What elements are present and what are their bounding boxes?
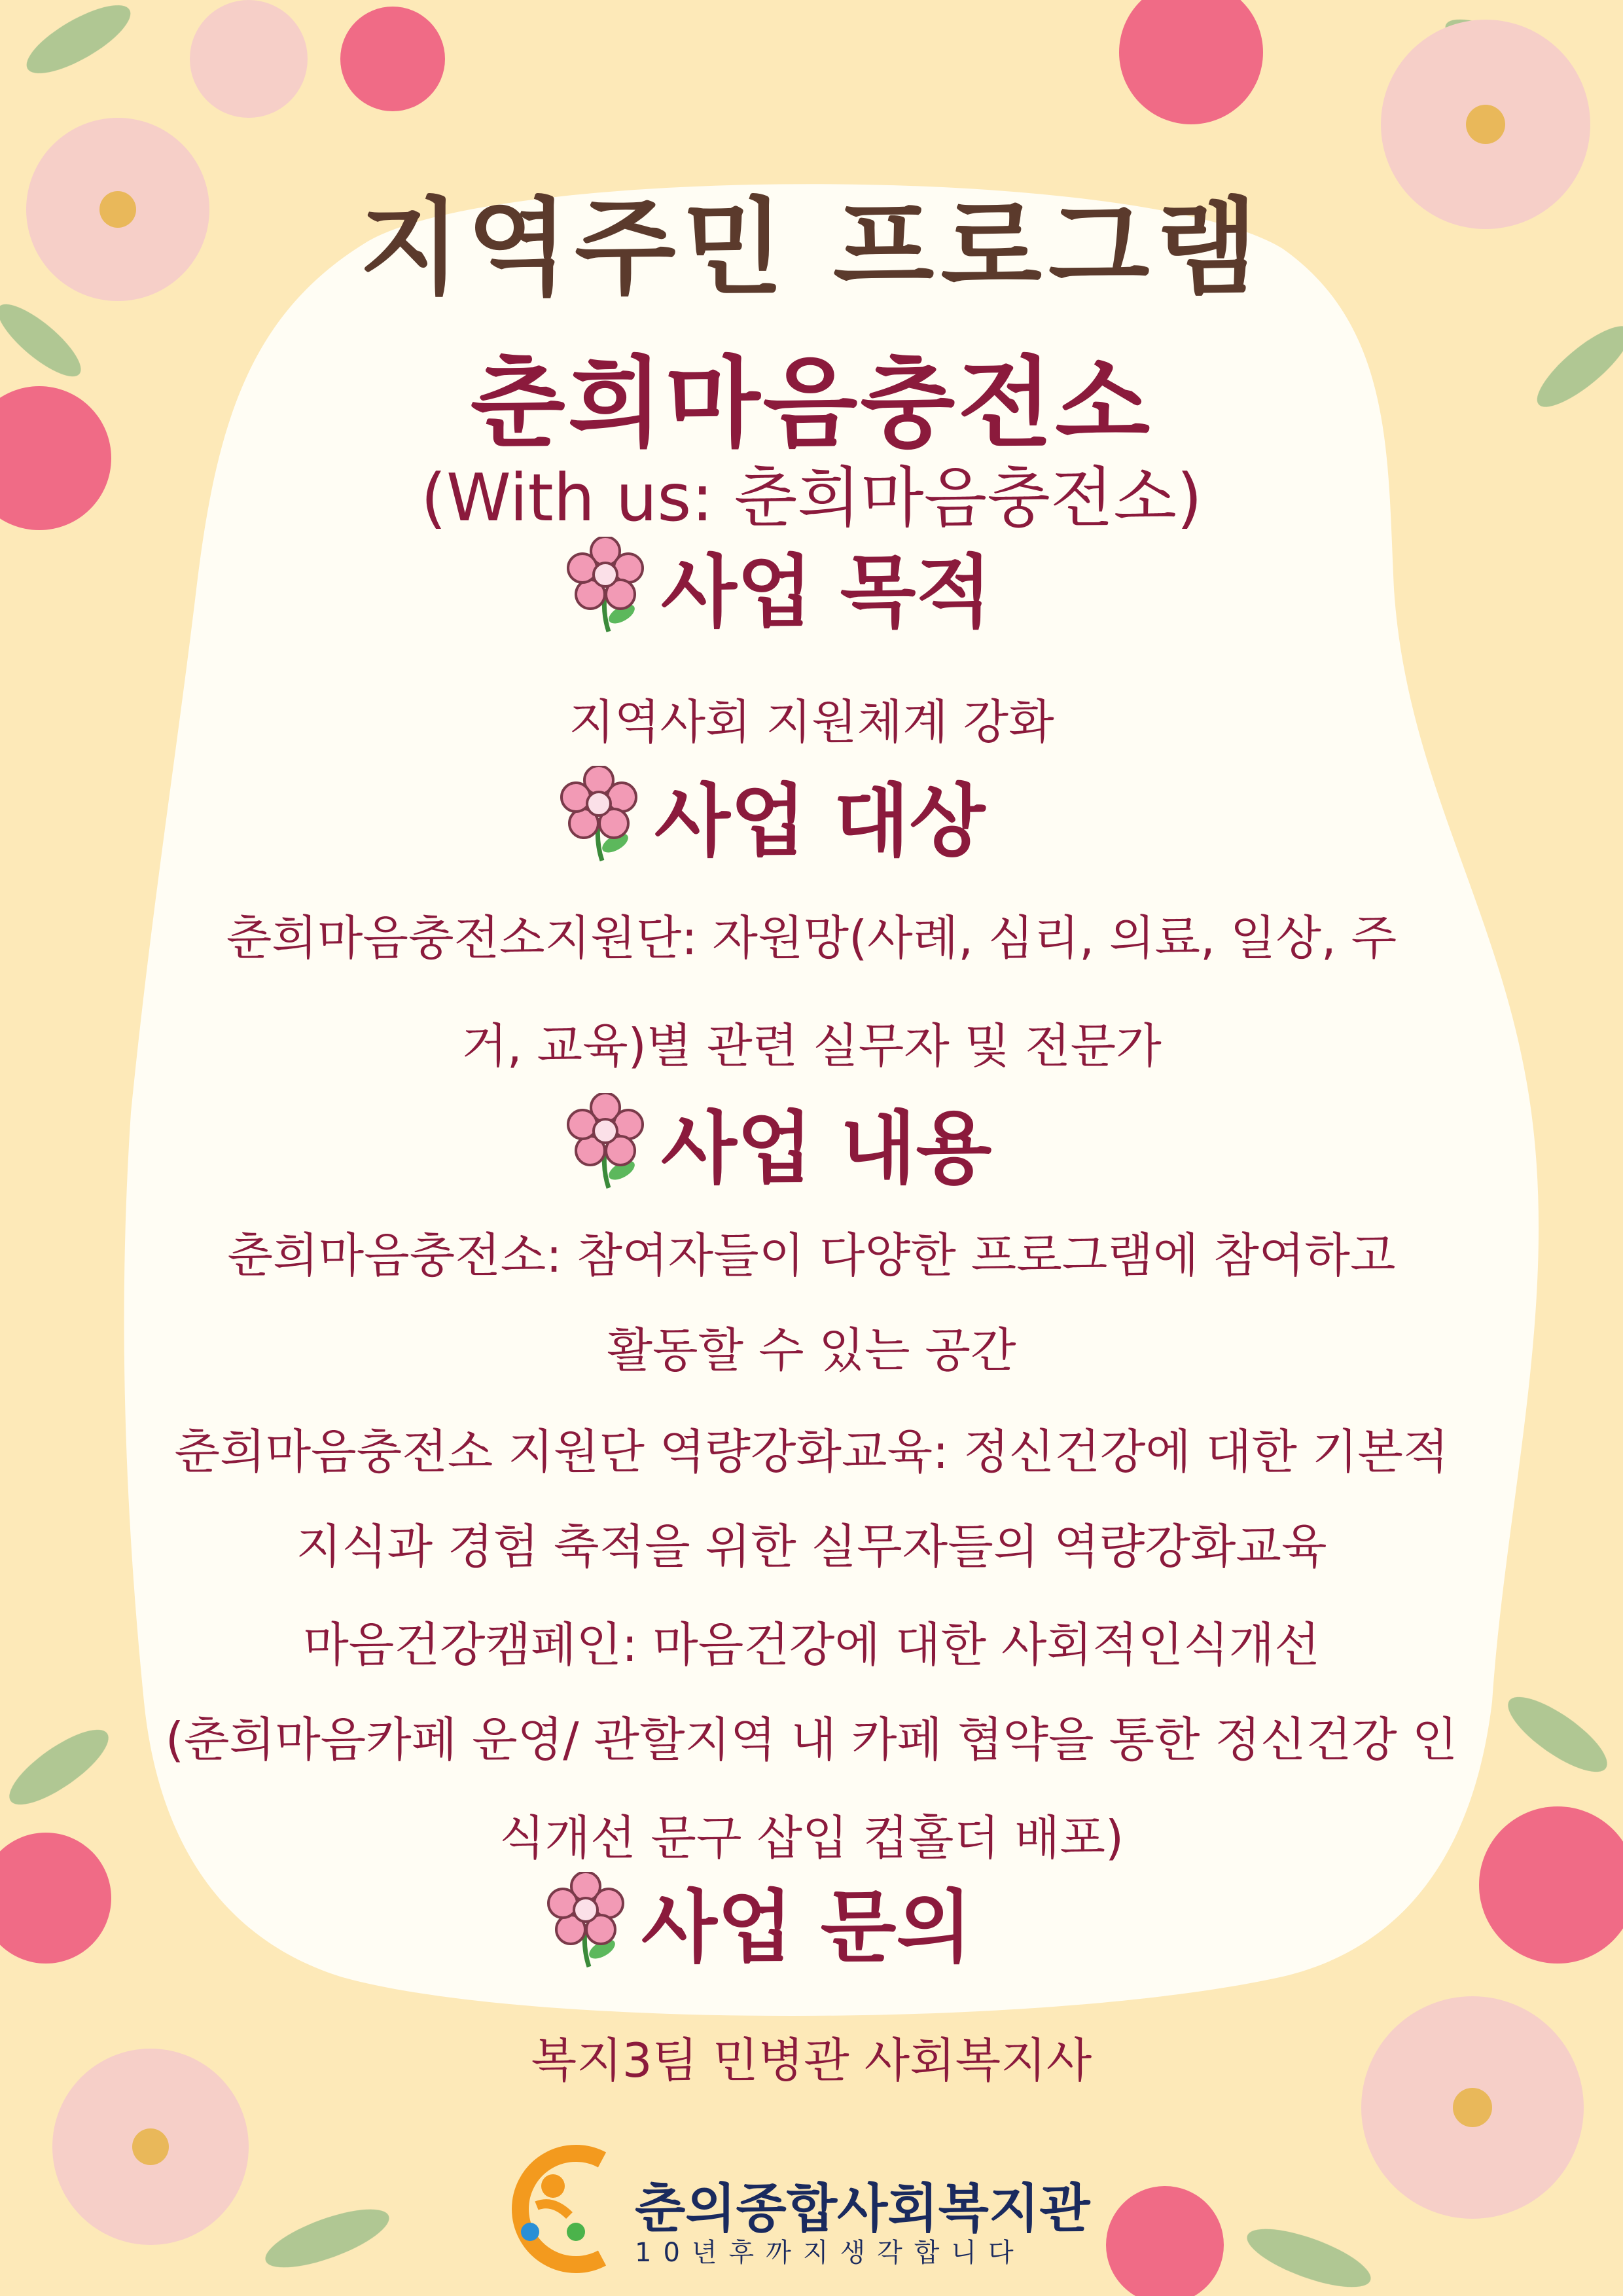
purpose-line: 지역사회 지원체계 강화 — [569, 694, 1054, 749]
section-heading-label: 사업 대상 — [654, 776, 986, 867]
logo-icon — [491, 2134, 622, 2284]
program-name: 춘희마음충전소 — [470, 347, 1153, 461]
content-line: 활동할 수 있는 공간 — [607, 1323, 1016, 1378]
program-subtitle: (With us: 춘희마음충전소) — [420, 459, 1203, 536]
organization-name: 춘의종합사회복지관 — [635, 2178, 1090, 2239]
section-heading-label: 사업 목적 — [661, 547, 992, 638]
target-line: 춘희마음충전소지원단: 자원망(사례, 심리, 의료, 일상, 주 — [226, 910, 1397, 965]
content-line: 춘희마음충전소 지원단 역량강화교육: 정신건강에 대한 기본적 — [174, 1424, 1449, 1479]
flower-icon — [563, 537, 648, 635]
content-line: (춘희마음카페 운영/ 관할지역 내 카페 협약을 통한 정신건강 인 — [165, 1712, 1458, 1767]
target-line: 거, 교육)별 관련 실무자 및 전문가 — [461, 1018, 1162, 1073]
organization-logo — [491, 2134, 1145, 2284]
content-line: 춘희마음충전소: 참여자들이 다양한 프로그램에 참여하고 — [227, 1228, 1396, 1283]
section-heading-inquiry — [543, 1872, 972, 1973]
flower-icon — [556, 766, 641, 864]
content-line: 지식과 경험 축적을 위한 실무자들의 역량강화교육 — [296, 1519, 1327, 1574]
section-heading-purpose — [563, 537, 992, 638]
content-line: 식개선 문구 삽입 컵홀더 배포) — [499, 1810, 1124, 1865]
section-heading-content — [563, 1093, 992, 1194]
flower-icon — [543, 1872, 628, 1970]
organization-slogan: 10년후까지생각합니다 — [635, 2238, 1026, 2268]
inquiry-line: 복지3팀 민병관 사회복지사 — [531, 2033, 1092, 2088]
section-heading-label: 사업 내용 — [661, 1103, 992, 1194]
page-title: 지역주민 프로그램 — [359, 187, 1264, 309]
section-heading-target — [556, 766, 986, 867]
content-line: 마음건강캠페인: 마음건강에 대한 사회적인식개선 — [303, 1617, 1320, 1672]
section-heading-label: 사업 문의 — [641, 1882, 972, 1973]
flower-icon — [563, 1093, 648, 1191]
